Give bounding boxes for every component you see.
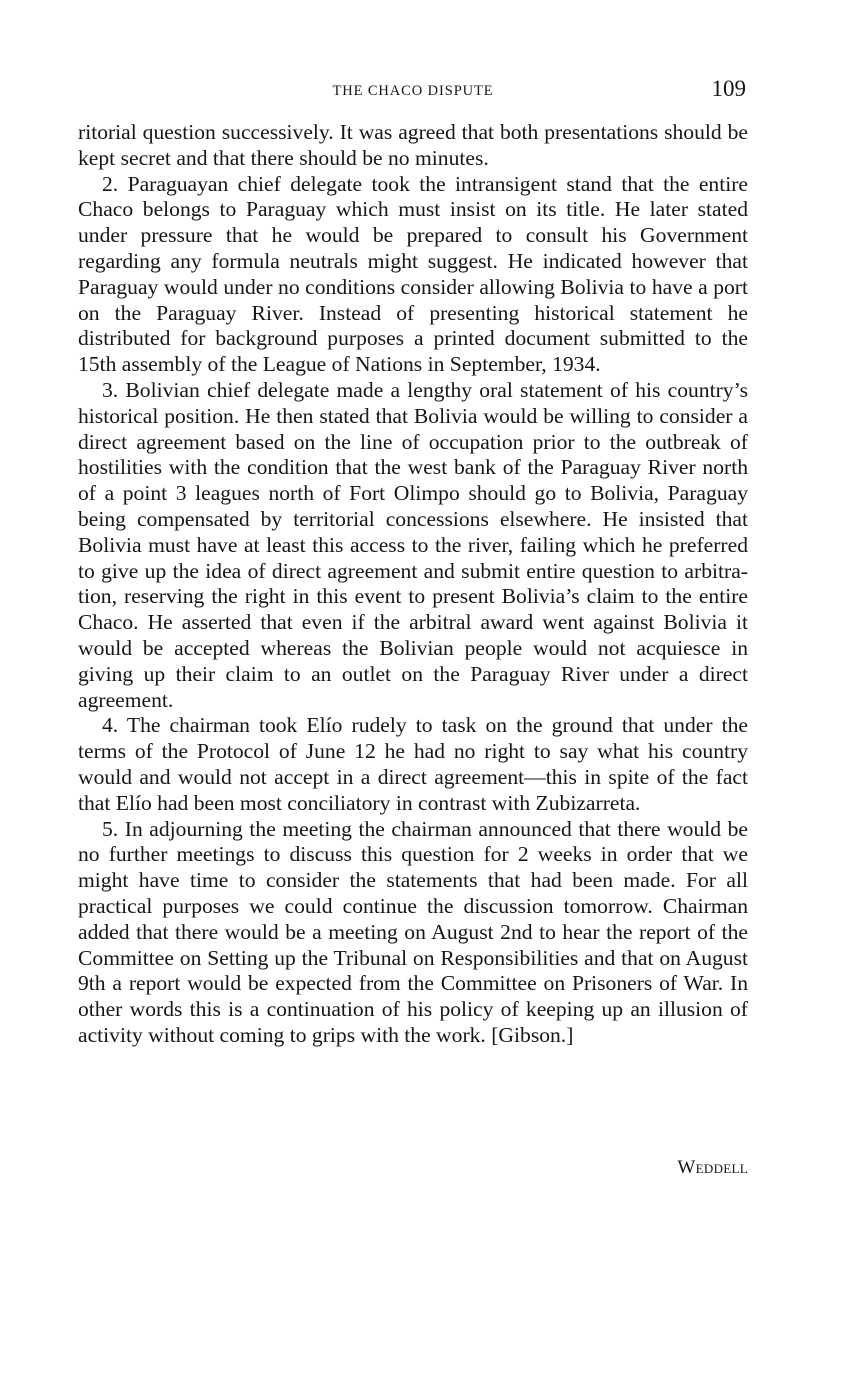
body-text — [78, 120, 748, 1049]
paragraph-3: 3. Bolivian chief delegate made a lengthy oral statement of his country’s historical position. He then stated that Bolivia would be willing to consider a direct agreement based on the line of occupation prior to the outbreak of hostilities with the condition that the west bank of the Paraguay River north of a point 3 leagues north of Fort Olimpo should go to Bolivia, Paraguay being compensated by territorial concessions elsewhere. He insisted that Bolivia must have at least this access to the river, failing which he preferred to give up the idea of direct agreement and submit entire question to arbitration, reserving the right in this event to present Bolivia’s claim to the entire Chaco. He asserted that even if the arbitral award went against Bolivia it would be accepted whereas the Bolivian people would not acquiesce in giving up their claim to an outlet on the Paraguay River under a direct agreement. — [78, 377, 748, 712]
page-number: 109 — [711, 76, 746, 101]
running-head — [78, 76, 748, 108]
paragraph-5: 5. In adjourning the meeting the chairman announced that there would be no further meetings to discuss this question for 2 weeks in order that we might have time to consider the statements that had been made. For all practical purposes we could continue the discussion tomorrow. Chairman added that there would be a meeting on August 2nd to hear the report of the Committee on Setting up the Tribunal on Responsibilities and that on August 9th a report would be expected from the Committee on Prisoners of War. In other words this is a continuation of his policy of keeping up an illusion of activity without coming to grips with the work. [Gibson.] — [78, 816, 748, 1047]
paragraph-4: 4. The chairman took Elío rudely to task on the ground that under the terms of the Protocol of June 12 he had no right to say what his country would and would not accept in a direct agreement—this in spite of the fact that Elío had been most conciliatory in contrast with Zubizarreta. — [78, 713, 748, 815]
signature: Weddell — [677, 1157, 748, 1178]
paragraph-continuation: ritorial question successively. It was agreed that both presentations should be kept secret and that there should be no minutes. — [78, 120, 748, 170]
paragraph-2: 2. Paraguayan chief delegate took the intransigent stand that the entire Chaco belongs to Paraguay which must insist on its title. He later stated under pressure that he would be prepared to consult his Government regarding any formula neutrals might suggest. He indicated however that Paraguay would under no conditions consider allowing Bolivia to have a port on the Paraguay River. Instead of presenting historical statement he distributed for background purposes a printed document submitted to the 15th assembly of the League of Nations in September, 1934. — [78, 171, 748, 377]
running-title: THE CHACO DISPUTE — [332, 83, 494, 99]
